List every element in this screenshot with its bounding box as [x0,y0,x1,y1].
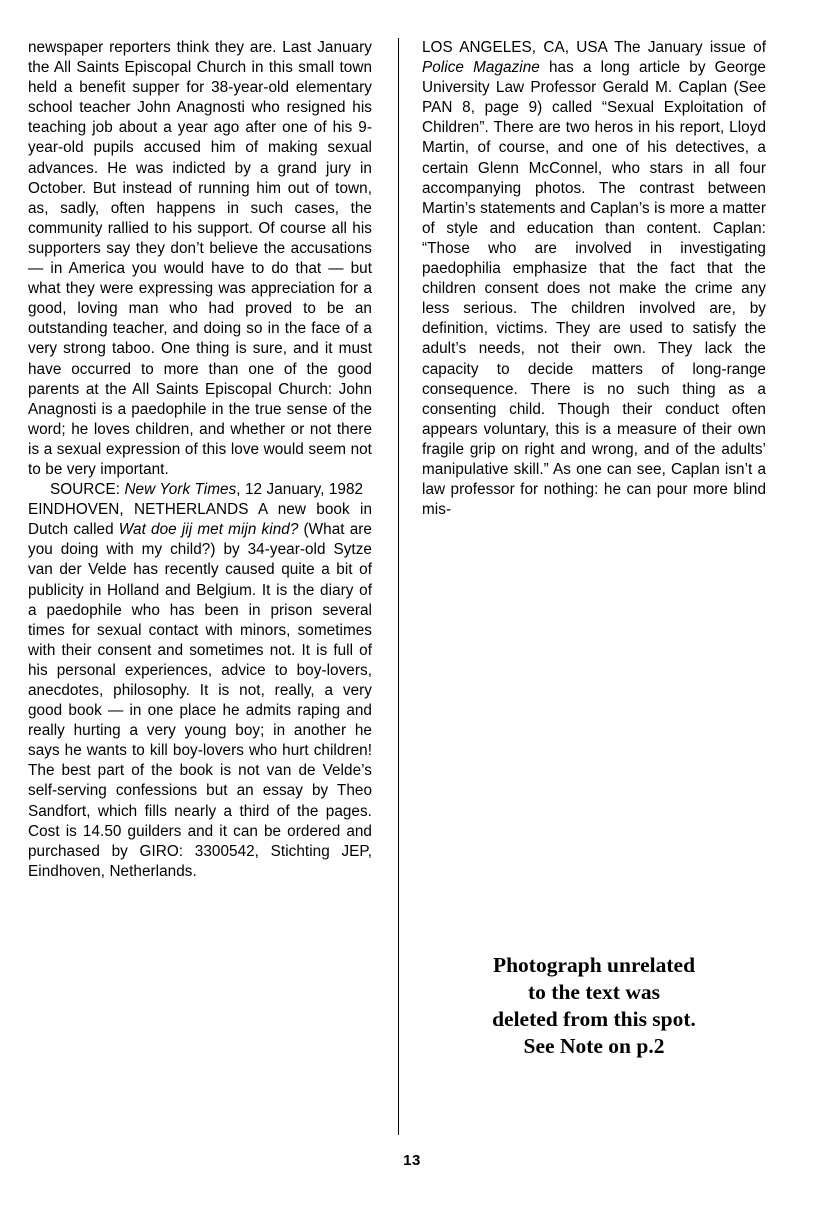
text-run: LOS ANGELES, CA, USA The January issue of [422,39,766,56]
text-run: newspaper reporters think they are. Last January the All Saints Episcopal Church in this small town held a benefit supper for 38-year-old elementary school teacher John Anagnosti who resigned his teaching job about a year ago after one of his 9-year-old pupils accused him of making sexual advances. He was indicted by a grand jury in October. But instead of running him out of town, as, sadly, often happens in such cases, the community rallied to his support. Of course all his supporters say they don’t believe the accusations — in America you would have to do that — but what they were expressing was appreciation for a good, loving man who had proved to be an outstanding teacher, and doing so in the face of a very strong taboo. One thing is sure, and it must have occurred to more than one of the good parents at the All Saints Episcopal Church: John Anagnosti is a paedophile in the true sense of the word; he loves children, and whether or not there is a sexual expression of this love would seem not to be very important. [28,39,372,478]
notice-line: See Note on p.2 [523,1034,665,1058]
paragraph-eindhoven-body [28,500,372,882]
paragraph-source-credit [28,480,372,500]
notice-line: to the text was [528,980,660,1004]
notice-line: deleted from this spot. [492,1007,696,1031]
text-run: (What are you doing with my child?) by 34-year-old Sytze van der Velde has recently caused quite a bit of publicity in Holland and Belgium. It is the diary of a paedophile who has been in prison several times for sexual contact with minors, sometimes with their consent and sometimes not. It is full of his personal experiences, advice to boy-lovers, anecdotes, philosophy. It is not, really, a very good book — in one place he admits raping and really hurting a very young boy; in another he says he wants to kill boy-lovers who hurt children! The best part of the book is not van de Velde’s self-serving confessions but an essay by Theo Sandfort, which fills nearly a third of the pages. Cost is 14.50 guilders and it can be ordered and purchased by GIRO: 3300542, Stichting JEP, Eindhoven, Netherlands. [28,521,372,880]
left-text-column [28,38,372,882]
column-divider-rule [398,38,399,1135]
italic-title: New York Times [124,481,237,499]
text-run: SOURCE: [50,481,125,499]
notice-line: Photograph unrelated [492,953,696,977]
deleted-photograph-notice [422,952,766,1060]
text-run: , 12 January, 1982 [236,481,364,499]
paragraph-los-angeles-body [422,38,766,520]
italic-title: Police Magazine [422,59,540,77]
italic-title: Wat doe jij met mijn kind? [118,521,299,539]
text-run: EINDHOVEN, NETHERLANDS A new book in Dutch called [28,501,372,539]
right-text-column [422,38,766,520]
paragraph-continuation-body [28,38,372,480]
text-run: has a long article by George University Law Professor Gerald M. Caplan (See PAN 8, page 9) called “Sexual Exploitation of Children”. There are two heros in his report, Lloyd Martin, of course, and one of his detectives, a certain Glenn McConnel, who stars in all four accompanying photos. The contrast between Martin’s statements and Caplan’s is more a matter of style and education than content. Caplan: “Those who are involved in investigating paedophilia emphasize that the fact that the children consent does not make the crime any less serious. The children involved are, by definition, victims. They are used to satisfy the adult’s needs, not their own. They lack the capacity to decide matters of long-range consequence. There is no such thing as a consenting child. Though their conduct often appears voluntary, this is a measure of their own fragile grip on right and wrong, and of the adults’ manipulative skill.” As one can see, Caplan isn’t a law professor for nothing: he can pour more blind mis- [422,59,766,519]
page-number: 13 [403,1152,421,1169]
